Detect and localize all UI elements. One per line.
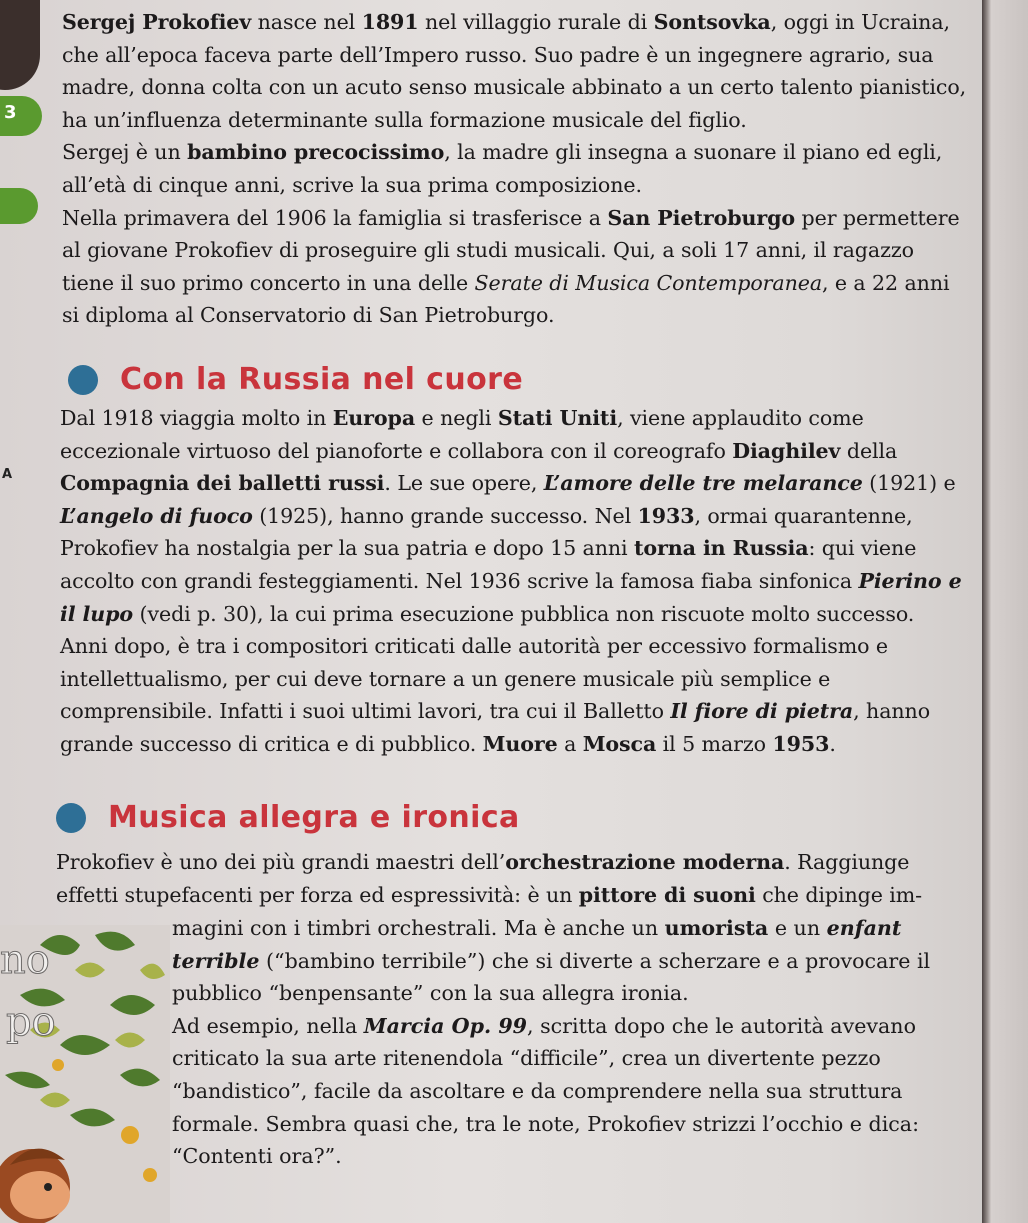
text-run: che dipinge im- <box>755 882 923 907</box>
text-run: orchestrazione moderna <box>505 850 785 874</box>
text-run: : qui viene accolto con grandi festeggiamenti. Nel 1936 scrive la famosa fiaba sinfonica <box>60 536 917 593</box>
text-run: , e a 22 anni si diploma al Conservatorio di San Pietroburgo. <box>62 270 950 328</box>
illustration-text-1: no <box>0 937 50 983</box>
chapter-tab-blank <box>0 188 38 224</box>
text-run: Sontsovka <box>653 10 771 34</box>
text-run: (1921) e <box>862 471 956 496</box>
text-run: , viene applaudito come eccezionale virtuoso del pianoforte e collabora con il coreografo <box>60 406 864 463</box>
russia-paragraph-2 <box>60 630 970 760</box>
text-run: Serate di Musica Contemporanea <box>474 270 822 295</box>
text-run: (vedi p. 30), la cui prima esecuzione pubblica non riscuote molto successo. <box>133 601 915 626</box>
text-run: San Pietroburgo <box>607 205 796 230</box>
musica-paragraph-1-continued <box>172 912 972 1010</box>
text-run: Dal 1918 viaggia molto in <box>60 406 333 430</box>
text-run: a <box>557 731 583 756</box>
chapter-tab <box>0 96 42 136</box>
intro-paragraph-1 <box>62 6 972 136</box>
text-run: enfant terrible <box>172 916 902 973</box>
text-run: Il fiore di pietra <box>670 699 854 724</box>
text-run: , la madre gli insegna a suonare il piano ed egli, all’età di cinque anni, scrive la sua prima composizione. <box>62 140 943 197</box>
text-run: . Raggiunge effetti stupefacenti per forza ed espressività: è un <box>56 850 910 907</box>
intro-paragraph-2 <box>62 136 972 201</box>
text-run: Marcia Op. 99 <box>363 1013 527 1038</box>
section-musica-wrap <box>172 912 972 1173</box>
section-heading-russia <box>68 362 523 397</box>
text-run: 1933 <box>637 503 695 528</box>
text-run: bambino precocissimo <box>187 140 445 165</box>
illustration-leaves-boy <box>0 925 170 1223</box>
text-run: pittore di suoni <box>578 882 756 907</box>
text-run: il 5 marzo <box>656 731 773 756</box>
text-run: nasce nel <box>251 10 362 34</box>
text-run: Prokofiev è uno dei più grandi maestri dell’ <box>56 850 506 874</box>
text-run: torna in Russia <box>633 536 809 561</box>
text-run: Ad esempio, nella <box>172 1013 364 1038</box>
text-run: Stati Uniti <box>497 406 618 430</box>
text-run: e un <box>768 916 827 940</box>
text-run: 1953 <box>772 731 830 756</box>
intro-paragraph-3 <box>62 202 972 332</box>
text-run: , oggi in Ucraina, che all’epoca faceva parte dell’Impero russo. Suo padre è un ingegnere agrario, sua madre, donna colta con un acuto senso musicale abbinato a un certo talento pianistico, ha un’influenza determinante sulla formazione musicale del figlio. <box>62 10 967 132</box>
heading-bullet-icon <box>68 365 98 395</box>
text-run: Pierino e il lupo <box>60 568 962 626</box>
text-run: 1891 <box>361 10 419 34</box>
russia-paragraph-1 <box>60 402 970 630</box>
musica-paragraph-2 <box>172 1010 972 1173</box>
text-run: L’amore delle tre melarance <box>543 471 863 496</box>
text-run: (1925), hanno grande successo. Nel <box>252 503 638 528</box>
illustration-text-2: po <box>6 999 56 1045</box>
section-heading-text: Con la Russia nel cuore <box>120 362 524 397</box>
text-run: Muore <box>482 731 558 756</box>
text-run: umorista <box>664 916 769 940</box>
text-run: Mosca <box>582 731 657 756</box>
text-run: Europa <box>332 406 416 430</box>
text-run: . <box>829 731 836 756</box>
text-run: (“bambino terribile”) che si diverte a scherzare e a provocare il pubblico “benpensante” con la sua allegra ironia. <box>172 948 931 1006</box>
text-run: per permettere al giovane Prokofiev di proseguire gli studi musicali. Qui, a soli 17 anni, il ragazzo tiene il suo primo concerto in una delle <box>62 205 960 295</box>
text-run: L’angelo di fuoco <box>60 503 253 528</box>
left-margin-decoration <box>0 0 40 90</box>
text-run: Sergej Prokofiev <box>62 10 252 34</box>
text-run: della <box>840 438 898 463</box>
section-heading-text: Musica allegra e ironica <box>108 800 520 835</box>
page-binding-edge <box>982 0 1028 1223</box>
text-run: Sergej è un <box>62 140 188 165</box>
section-russia-text <box>60 402 970 761</box>
text-run: Compagnia dei balletti russi <box>60 471 385 496</box>
text-run: e negli <box>415 406 498 430</box>
text-run: , hanno grande successo di critica e di pubblico. <box>60 699 931 756</box>
text-run: , ormai quarantenne, Prokofiev ha nostalgia per la sua patria e dopo 15 anni <box>60 503 913 561</box>
heading-bullet-icon <box>56 803 86 833</box>
text-run: , scritta dopo che le autorità avevano criticato la sua arte ritenendola “difficile”, crea un divertente pezzo “bandistico”, facile da ascoltare e da comprendere nella sua struttura formale. Sembra quasi che, tra le note, Prokofiev strizzi l’occhio e dica: “Contenti ora?”. <box>172 1013 920 1169</box>
section-musica-intro <box>56 846 972 911</box>
musica-paragraph-1 <box>56 846 972 911</box>
text-run: Diaghilev <box>732 438 841 463</box>
section-heading-musica <box>56 800 520 835</box>
text-run: Anni dopo, è tra i compositori criticati dalle autorità per eccessivo formalismo e intellettualismo, per cui deve tornare a un genere musicale più semplice e comprensibile. Infatti i suoi ultimi lavori, tra cui il Balletto <box>60 634 888 724</box>
chapter-tab-number: 3 <box>4 102 17 123</box>
intro-text <box>62 6 972 332</box>
margin-letter: A <box>2 467 13 482</box>
text-run: . Le sue opere, <box>384 471 544 496</box>
text-run: magini con i timbri orchestrali. Ma è anche un <box>172 916 665 940</box>
text-run: Nella primavera del 1906 la famiglia si trasferisce a <box>62 205 608 230</box>
text-run: nel villaggio rurale di <box>418 10 654 34</box>
